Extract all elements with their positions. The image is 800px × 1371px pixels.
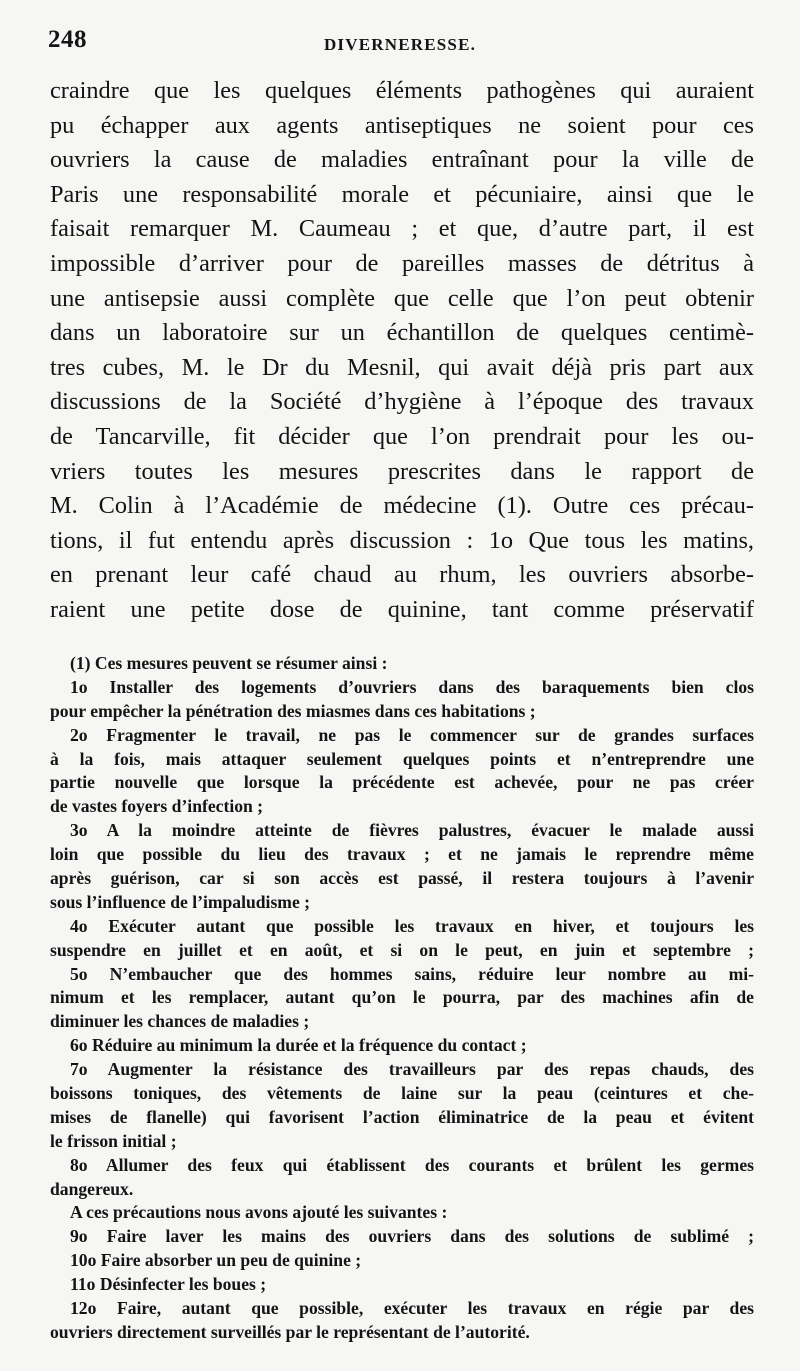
body-text-line: une antisepsie aussi complète que celle que l’on peut obtenir (50, 284, 754, 312)
footnote-line: 10o Faire absorber un peu de quinine ; (70, 1250, 362, 1271)
body-text-line: tions, il fut entendu après discussion : 1o Que tous les matins, (50, 526, 754, 554)
body-text-line: Paris une responsabilité morale et pécuniaire, ainsi que le (50, 180, 754, 208)
main-text-block (50, 74, 754, 628)
body-text-line: dans un laboratoire sur un échantillon de quelques centimè- (50, 319, 754, 347)
page-header (48, 26, 752, 60)
footnote-line: 5o N’embaucher que des hommes sains, réduire leur nombre au mi- (70, 963, 754, 984)
footnote-line: à la fois, mais attaquer seulement quelques points et n’entreprendre une (50, 748, 754, 769)
footnote-line: 6o Réduire au minimum la durée et la fréquence du contact ; (70, 1035, 527, 1056)
body-text-line: de Tancarville, fit décider que l’on prendrait pour les ou- (50, 422, 754, 450)
footnote-line: dangereux. (50, 1178, 134, 1199)
footnote-line: pour empêcher la pénétration des miasmes dans ces habitations ; (50, 700, 536, 721)
footnote-line: 3o A la moindre atteinte de fièvres palustres, évacuer le malade aussi (70, 820, 754, 841)
footnote-line: 11o Désinfecter les boues ; (70, 1274, 267, 1295)
footnote-line: 2o Fragmenter le travail, ne pas le commencer sur de grandes surfaces (70, 724, 754, 745)
body-text-line: impossible d’arriver pour de pareilles masses de détritus à (50, 249, 754, 277)
footnote-block (50, 652, 754, 1345)
footnote-line: 12o Faire, autant que possible, exécuter les travaux en régie par des (70, 1298, 754, 1319)
footnote-line: sous l’influence de l’impaludisme ; (50, 891, 311, 912)
footnote-line: (1) Ces mesures peuvent se résumer ainsi : (70, 653, 388, 673)
footnote-line: 1o Installer des logements d’ouvriers dans des baraquements bien clos (70, 676, 754, 697)
footnote-line: 4o Exécuter autant que possible les travaux en hiver, et toujours les (70, 915, 754, 936)
page-number: 248 (48, 26, 87, 53)
footnote-line: ouvriers directement surveillés par le représentant de l’autorité. (50, 1321, 530, 1342)
footnote-line: 8o Allumer des feux qui établissent des courants et brûlent les germes (70, 1154, 754, 1175)
body-text-line: discussions de la Société d’hygiène à l’époque des travaux (50, 388, 754, 416)
footnote-line: A ces précautions nous avons ajouté les suivantes : (70, 1202, 448, 1223)
body-text-line: craindre que les quelques éléments pathogènes qui auraient (50, 77, 754, 104)
body-text-line: pu échapper aux agents antiseptiques ne soient pour ces (50, 111, 754, 139)
running-head: DIVERNERESSE. (323, 35, 477, 54)
body-text-line: en prenant leur café chaud au rhum, les ouvriers absorbe- (50, 561, 754, 589)
body-text-line: ouvriers la cause de maladies entraînant pour la ville de (50, 146, 754, 174)
footnote-line: diminuer les chances de maladies ; (50, 1011, 310, 1032)
footnote-line: le frisson initial ; (50, 1130, 177, 1151)
footnote-line: 9o Faire laver les mains des ouvriers dans des solutions de sublimé ; (70, 1226, 754, 1247)
body-text-line: faisait remarquer M. Caumeau ; et que, d’autre part, il est (50, 215, 754, 243)
body-text-line: vriers toutes les mesures prescrites dans le rapport de (50, 457, 754, 485)
footnote-line: mises de flanelle) qui favorisent l’action éliminatrice de la peau et évitent (50, 1106, 754, 1127)
footnote-line: 7o Augmenter la résistance des travailleurs par des repas chauds, des (70, 1059, 754, 1080)
footnote-line: boissons toniques, des vêtements de laine sur la peau (ceintures et che- (50, 1083, 754, 1104)
footnote-line: loin que possible du lieu des travaux ; et ne jamais le reprendre même (50, 844, 754, 865)
body-text-line: M. Colin à l’Académie de médecine (1). Outre ces précau- (50, 492, 754, 520)
footnote-line: suspendre en juillet et en août, et si on le peut, en juin et septembre ; (50, 939, 754, 960)
footnote-line: nimum et les remplacer, autant qu’on le pourra, par des machines afin de (50, 987, 754, 1008)
footnote-line: de vastes foyers d’infection ; (50, 796, 264, 817)
body-text-line: tres cubes, M. le Dr du Mesnil, qui avait déjà pris part aux (50, 353, 754, 381)
body-text-line: raient une petite dose de quinine, tant comme préservatif (50, 595, 754, 623)
footnote-line: après guérison, car si son accès est passé, il restera toujours à l’avenir (50, 868, 754, 889)
footnote-line: partie nouvelle que lorsque la précédente est achevée, pour ne pas créer (50, 772, 754, 793)
